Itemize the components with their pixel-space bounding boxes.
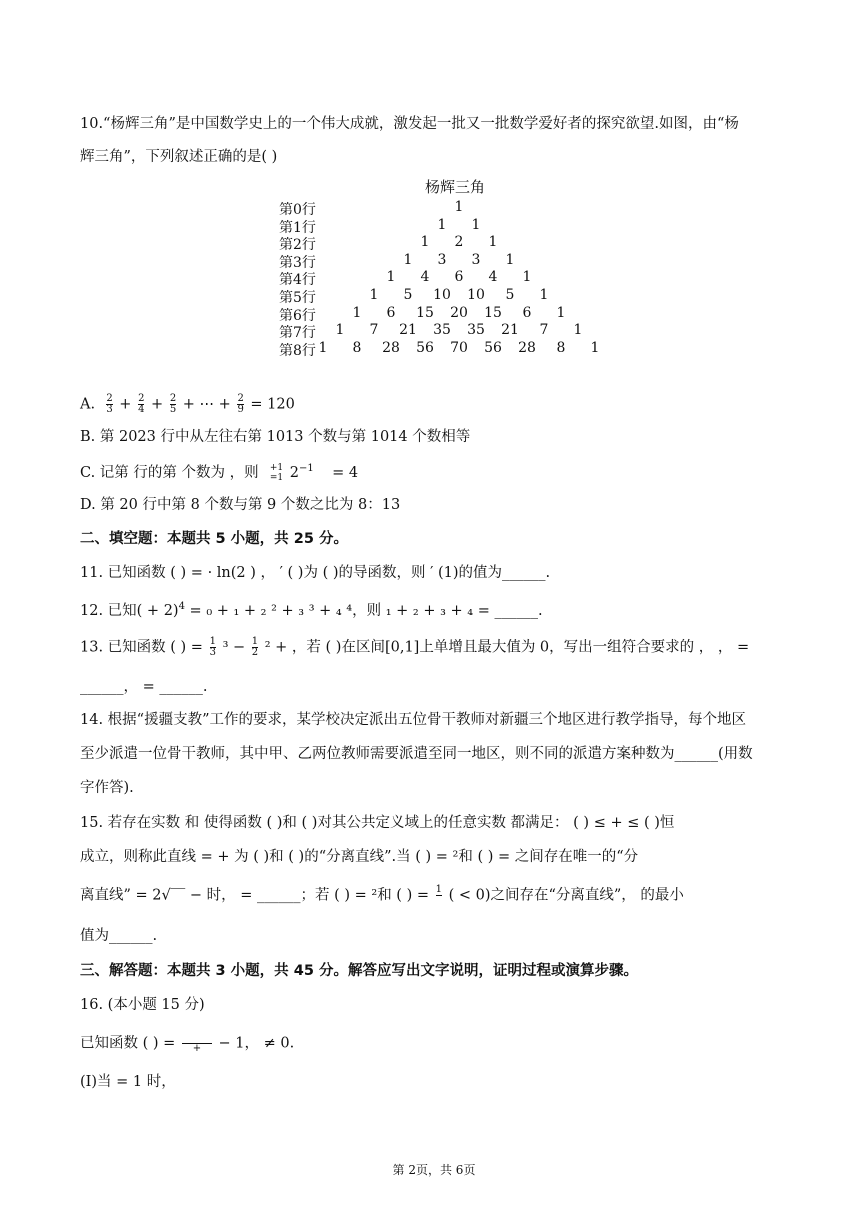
q10-line1: 10.“杨辉三角”是中国数学史上的一个伟大成就，激发起一批又一批数学爱好者的探究欲望.如图，由“杨: [80, 116, 739, 132]
triangle-number: 3: [437, 251, 447, 268]
triangle-number: 20: [450, 304, 468, 321]
q10-line2: 辉三角”，下列叙述正确的是( ): [80, 149, 278, 165]
triangle-row-label: 第8行: [279, 342, 316, 359]
q14-line1: 14. 根据“援疆支教”工作的要求，某学校决定派出五位骨干教师对新疆三个地区进行教学指导，每个地区: [80, 712, 746, 728]
q16-line2: (I)当 = 1 时，: [80, 1074, 176, 1090]
triangle-number: 21: [399, 322, 417, 339]
triangle-number: 56: [416, 339, 434, 356]
triangle-number: 6: [454, 269, 464, 286]
triangle-number: 5: [403, 287, 413, 303]
triangle-title: 杨辉三角: [425, 178, 486, 196]
triangle-number: 1: [573, 322, 583, 339]
triangle-number: 1: [420, 234, 430, 251]
triangle-number: 1: [437, 216, 447, 233]
triangle-number: 56: [484, 339, 502, 356]
triangle-number: 5: [505, 287, 515, 303]
triangle-row: [279, 322, 609, 340]
triangle-number: 2: [454, 234, 464, 251]
triangle-row-label: 第1行: [279, 219, 316, 236]
triangle-number: 7: [539, 322, 549, 339]
triangle-number: 10: [433, 287, 451, 303]
triangle-row-label: 第0行: [279, 202, 316, 218]
section-fill-in: 二、填空题：本题共 5 小题，共 25 分。: [80, 531, 348, 547]
q13-line2: ______， = ______.: [80, 679, 208, 695]
triangle-row: [279, 252, 609, 270]
triangle-number: 35: [467, 322, 485, 339]
triangle-row-label: 第3行: [279, 254, 316, 271]
triangle-number: 1: [556, 304, 566, 321]
triangle-row: [279, 217, 609, 235]
q14-line3: 字作答).: [80, 780, 134, 796]
triangle-number: 10: [467, 287, 485, 303]
triangle-row-label: 第2行: [279, 237, 316, 254]
section-answers: 三、解答题：本题共 3 小题，共 45 分。解答应写出文字说明，证明过程或演算步骤。: [80, 963, 638, 979]
triangle-number: 1: [522, 269, 532, 286]
option-d: D. 第 20 行中第 8 个数与第 9 个数之比为 8：13: [80, 497, 401, 513]
triangle-row: [279, 269, 609, 287]
triangle-number: 1: [335, 322, 345, 339]
option-b: B. 第 2023 行中从左往右第 1013 个数与第 1014 个数相等: [80, 429, 471, 445]
triangle-number: 15: [484, 304, 502, 321]
q12: 12. 已知( + 2)$^4$ = ₀ + ₁ + ₂ ² + ₃ ³ + ₄ ⁴，则 ₁ + ₂ + ₃ + ₄ = ______.: [80, 601, 543, 619]
triangle-number: 28: [518, 339, 536, 356]
triangle-number: 7: [369, 322, 379, 339]
triangle-number: 1: [590, 339, 600, 356]
triangle-number: 1: [471, 216, 481, 233]
triangle-number: 21: [501, 322, 519, 339]
q16-line1: 已知函数 ( ) = + − 1， ≠ 0.: [80, 1035, 295, 1054]
triangle-number: 35: [433, 322, 451, 339]
triangle-number: 1: [454, 199, 464, 215]
triangle-row-label: 第5行: [279, 290, 316, 306]
triangle-row: [279, 340, 609, 358]
triangle-number: 1: [318, 339, 328, 356]
q15-line4: 值为______.: [80, 928, 158, 944]
triangle-number: 8: [556, 339, 566, 356]
q15-line2: 成立，则称此直线 = + 为 ( )和 ( )的“分离直线”.当 ( ) = ²和 ( ) = 之间存在唯一的“分: [80, 849, 639, 865]
triangle-row: [279, 234, 609, 252]
triangle-row: [279, 305, 609, 323]
triangle-number: 8: [352, 339, 362, 356]
triangle-row: [279, 287, 609, 305]
option-a: A. $\frac{2}{3}$ + $\frac{2}{4}$ + $\frac{2}{5}$ + ⋯ + $\frac{2}{9}$ = 120: [80, 393, 295, 415]
triangle-number: 1: [369, 287, 379, 303]
q14-line2: 至少派遣一位骨干教师，其中甲、乙两位教师需要派遣至同一地区，则不同的派遣方案种数为______(用数: [80, 746, 753, 762]
triangle-number: 4: [488, 269, 498, 286]
page-footer: 第 2页，共 6页: [392, 1163, 476, 1177]
q11: 11. 已知函数 ( ) = · ln(2 ) ， ′ ( )为 ( )的导函数，则 ′ (1)的值为______.: [80, 565, 551, 581]
triangle-number: 6: [522, 304, 532, 321]
triangle-number: 70: [450, 339, 468, 356]
option-c: C. 记第 行的第 个数为 ，则 +1 =1 $2^{-1}$ = 4: [80, 462, 359, 483]
triangle-number: 3: [471, 251, 481, 268]
triangle-row-label: 第7行: [279, 325, 316, 342]
q15-line1: 15. 若存在实数 和 使得函数 ( )和 ( )对其公共定义域上的任意实数 都满足： ( ) ≤ + ≤ ( )恒: [80, 815, 675, 831]
q13: 13. 已知函数 ( ) = $\frac{1}{3}$ ³ − $\frac{1}{2}$ ² + ，若 ( )在区间[0,1]上单增且最大值为 0，写出一组符合要求的 ， ， =: [80, 636, 750, 658]
triangle-number: 1: [488, 234, 498, 251]
triangle-number: 4: [420, 269, 430, 286]
triangle-row-label: 第4行: [279, 272, 316, 289]
triangle-number: 1: [352, 304, 362, 321]
triangle-number: 1: [505, 251, 515, 268]
triangle-number: 1: [539, 287, 549, 303]
triangle-row-label: 第6行: [279, 307, 316, 324]
q15-line3: 离直线” = 2√‾‾ − 时， = ______；若 ( ) = ²和 ( ) = 1 ( < 0)之间存在“分离直线”， 的最小: [80, 885, 684, 906]
triangle-number: 15: [416, 304, 434, 321]
triangle-row: [279, 199, 609, 217]
triangle-number: 6: [386, 304, 396, 321]
q16-title: 16. (本小题 15 分): [80, 997, 205, 1013]
triangle-number: 1: [386, 269, 396, 286]
triangle-number: 1: [403, 251, 413, 268]
triangle-number: 28: [382, 339, 400, 356]
